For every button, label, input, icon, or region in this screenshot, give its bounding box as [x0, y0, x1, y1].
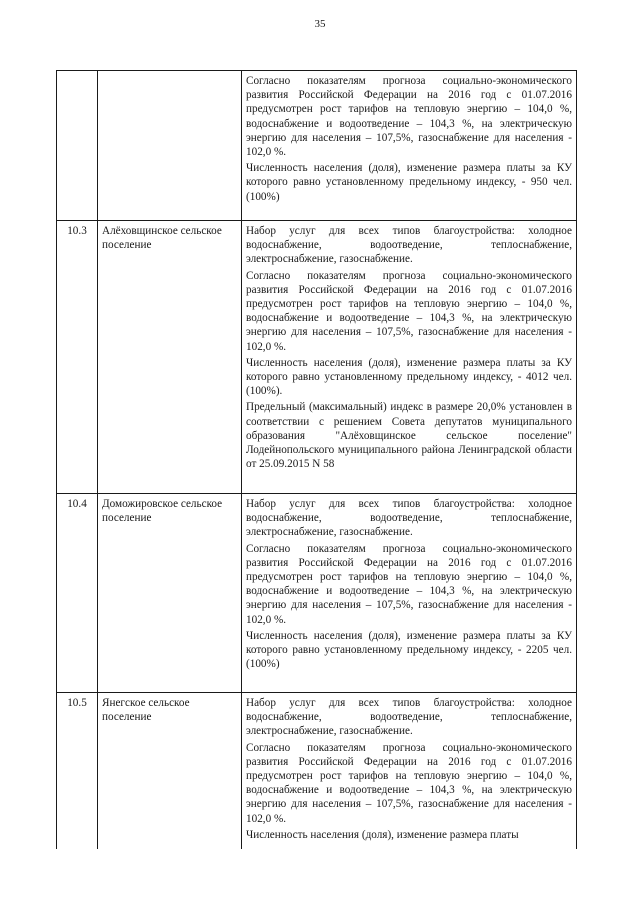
paragraph: Численность населения (доля), изменение размера платы [246, 828, 519, 841]
row-number: 10.3 [57, 221, 98, 494]
paragraph: Согласно показателям прогноза социально-экономического развития Российской Федерации на 2016 год с 01.07.2016 предусмотрен рост тарифов на тепловую энергию – 104,0 %, водоснабжение и водоотведение – 104,3 %, на электрическую энергию для населения – 107,5%, газоснабжение для населения - 102,0 %. [246, 75, 572, 159]
row-description [242, 71, 577, 221]
row-description [242, 221, 577, 494]
row-number: 10.4 [57, 494, 98, 693]
paragraph: Набор услуг для всех типов благоустройства: холодное водоснабжение, водоотведение, теплоснабжение, электроснабжение, газоснабжение. [246, 225, 572, 266]
table-row [57, 494, 577, 693]
paragraph: Численность населения (доля), изменение размера платы за КУ которого равно установленному предельному индексу, - 4012 чел. (100%). [246, 356, 572, 398]
tariff-table [56, 70, 577, 849]
settlement-name: Алёховщинское сельское поселение [98, 221, 242, 494]
table-row [57, 221, 577, 494]
paragraph: Согласно показателям прогноза социально-экономического развития Российской Федерации на 2016 год с 01.07.2016 предусмотрен рост тарифов на тепловую энергию – 104,0 %, водоснабжение и водоотведение – 104,3 %, на электрическую энергию для населения – 107,5%, газоснабжение для населения - 102,0 %. [246, 542, 572, 626]
page-number: 35 [314, 18, 326, 30]
paragraph: Согласно показателям прогноза социально-экономического развития Российской Федерации на 2016 год с 01.07.2016 предусмотрен рост тарифов на тепловую энергию – 104,0 %, водоснабжение и водоотведение – 104,3 %, на электрическую энергию для населения – 107,5%, газоснабжение для населения - 102,0 %. [246, 269, 572, 353]
paragraph: Предельный (максимальный) индекс в размере 20,0% установлен в соответствии с решением Совета депутатов муниципального образования "Алёховщинское сельское поселение" Лодейнопольского муниципального района Ленинградской области от 25.09.2015 N 58 [246, 401, 572, 471]
settlement-name: Янегское сельское поселение [98, 693, 242, 850]
row-description [242, 693, 577, 850]
table-row [57, 71, 577, 221]
table-row [57, 693, 577, 850]
row-description [242, 494, 577, 693]
paragraph: Численность населения (доля), изменение размера платы за КУ которого равно установленному предельному индексу, - 950 чел. (100%) [246, 162, 572, 203]
row-number: 10.5 [57, 693, 98, 850]
row-number [57, 71, 98, 221]
settlement-name [98, 71, 242, 221]
paragraph: Набор услуг для всех типов благоустройства: холодное водоснабжение, водоотведение, теплоснабжение, электроснабжение, газоснабжение. [246, 498, 572, 539]
settlement-name: Доможировское сельское поселение [98, 494, 242, 693]
paragraph: Численность населения (доля), изменение размера платы за КУ которого равно установленному предельному индексу, - 2205 чел. (100%) [246, 629, 572, 671]
paragraph: Набор услуг для всех типов благоустройства: холодное водоснабжение, водоотведение, теплоснабжение, электроснабжение, газоснабжение. [246, 697, 572, 738]
paragraph: Согласно показателям прогноза социально-экономического развития Российской Федерации на 2016 год с 01.07.2016 предусмотрен рост тарифов на тепловую энергию – 104,0 %, водоснабжение и водоотведение – 104,3 %, на электрическую энергию для населения – 107,5%, газоснабжение для населения - 102,0 %. [246, 741, 572, 825]
